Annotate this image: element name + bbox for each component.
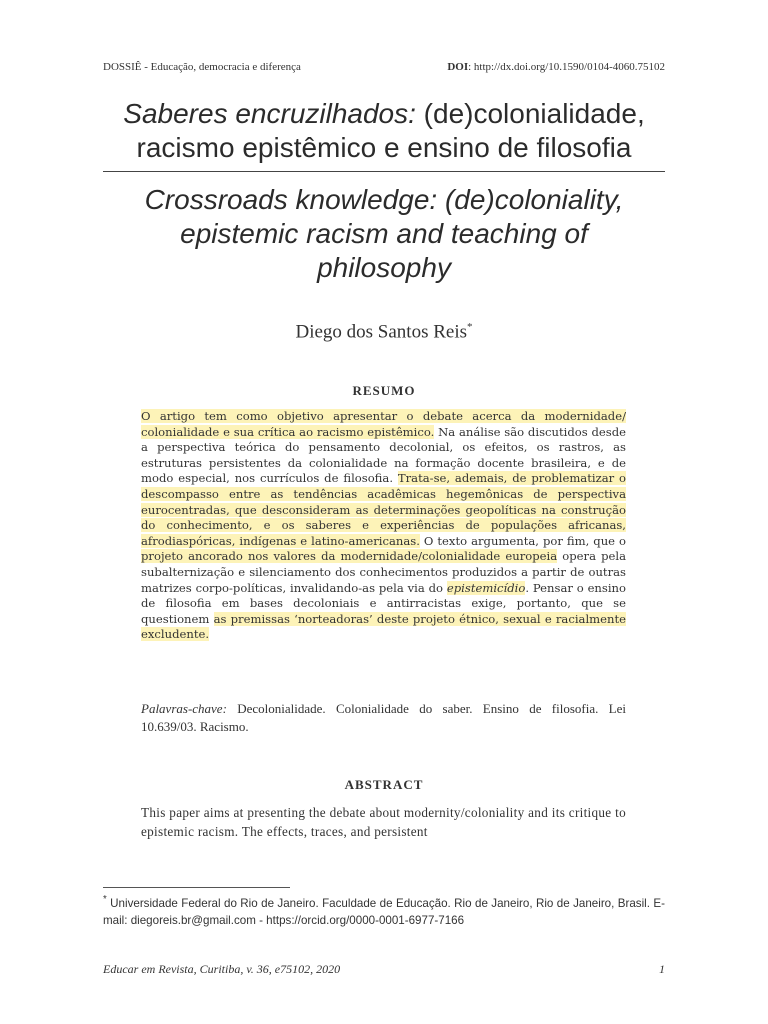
resumo-highlight-7: epistemicídio bbox=[446, 580, 526, 595]
title-pt-line2: racismo epistêmico e ensino de filosofia bbox=[136, 132, 632, 163]
abstract-body: This paper aims at presenting the debate about modernity/coloniality and its critique to epistemic racism. The effects, traces, and persistent bbox=[141, 805, 626, 839]
author-footnote-mark: * bbox=[467, 321, 473, 333]
keywords-label: Palavras-chave: bbox=[141, 701, 227, 716]
page-number: 1 bbox=[659, 962, 665, 976]
title-divider bbox=[103, 171, 665, 172]
title-english bbox=[103, 183, 665, 285]
doi-label: DOI bbox=[447, 61, 469, 73]
title-portuguese bbox=[103, 97, 665, 165]
author-name-text: Diego dos Santos Reis bbox=[295, 321, 468, 343]
keywords bbox=[141, 700, 626, 736]
footnote-mark: * bbox=[103, 894, 107, 905]
footnote-text: Universidade Federal do Rio de Janeiro. Faculdade de Educação. Rio de Janeiro, Rio de Janeiro, Brasil. E-mail: diegoreis.br@gmail.com - https://orcid.org/0000-0001-6977-7166 bbox=[103, 896, 665, 927]
title-en-line2: epistemic racism and teaching of bbox=[180, 218, 588, 249]
resumo-highlight-9: as premissas ‘norteadoras’ deste projeto étnico, sexual e racialmente excludente. bbox=[141, 611, 626, 642]
resumo-body bbox=[141, 409, 626, 643]
resumo-highlight-1: O artigo tem como objetivo apresentar o debate acerca da modernidade/ colonialidade e sua crítica ao racismo epistêmico. bbox=[141, 409, 626, 439]
running-header-doi bbox=[447, 61, 665, 73]
resumo-text-8: . Pensar o ensino de filosofia em bases decoloniais e antirracistas exige, portanto, que se questionem bbox=[141, 580, 626, 626]
resumo-text-4: O texto argumenta, por fim, que o bbox=[419, 533, 626, 548]
resumo-highlight-5: projeto ancorado nos valores da modernidade/colonialidade europeia bbox=[141, 549, 558, 564]
title-pt-rest: (de)colonialidade, bbox=[415, 98, 645, 129]
footer-citation: Educar em Revista, Curitiba, v. 36, e75102, 2020 bbox=[103, 962, 341, 976]
resumo-text-6: opera pela subalternização e silenciamento dos conhecimentos produzidos a partir de outras matrizes corpo-políticas, invalidando-as pela via do bbox=[141, 549, 626, 595]
title-pt-italic: Saberes encruzilhados: bbox=[123, 98, 416, 129]
abstract-heading: ABSTRACT bbox=[344, 777, 424, 792]
keywords-text: Decolonialidade. Colonialidade do saber. Ensino de filosofia. Lei 10.639/03. Racismo. bbox=[141, 701, 626, 734]
resumo-text-2: Na análise são discutidos desde a perspectiva teórica do pensamento decolonial, os efeitos, os rastros, as estruturas persistentes da colonialidade na formação docente brasileira, e de modo especial, nos currículos de filosofia. bbox=[141, 424, 626, 486]
title-en-line3: philosophy bbox=[317, 252, 451, 283]
title-en-line1: Crossroads knowledge: (de)coloniality, bbox=[144, 184, 624, 215]
resumo-highlight-3: Trata-se, ademais, de problematizar o descompasso entre as tendências acadêmicas hegemônicas de perspectiva eurocentradas, que desconsideram as determinações geopolíticas na construção do conhecimento, e os saberes e experiências de populações africanas, afrodiaspóricas, indígenas e latino-americanas. bbox=[141, 471, 626, 548]
footnote bbox=[103, 891, 665, 929]
footnote-divider bbox=[103, 887, 290, 888]
doi-value[interactable]: : http://dx.doi.org/10.1590/0104-4060.75102 bbox=[468, 61, 665, 73]
running-header-section: DOSSIÊ - Educação, democracia e diferença bbox=[103, 61, 301, 73]
resumo-heading: RESUMO bbox=[352, 383, 416, 398]
author-name bbox=[103, 321, 665, 343]
